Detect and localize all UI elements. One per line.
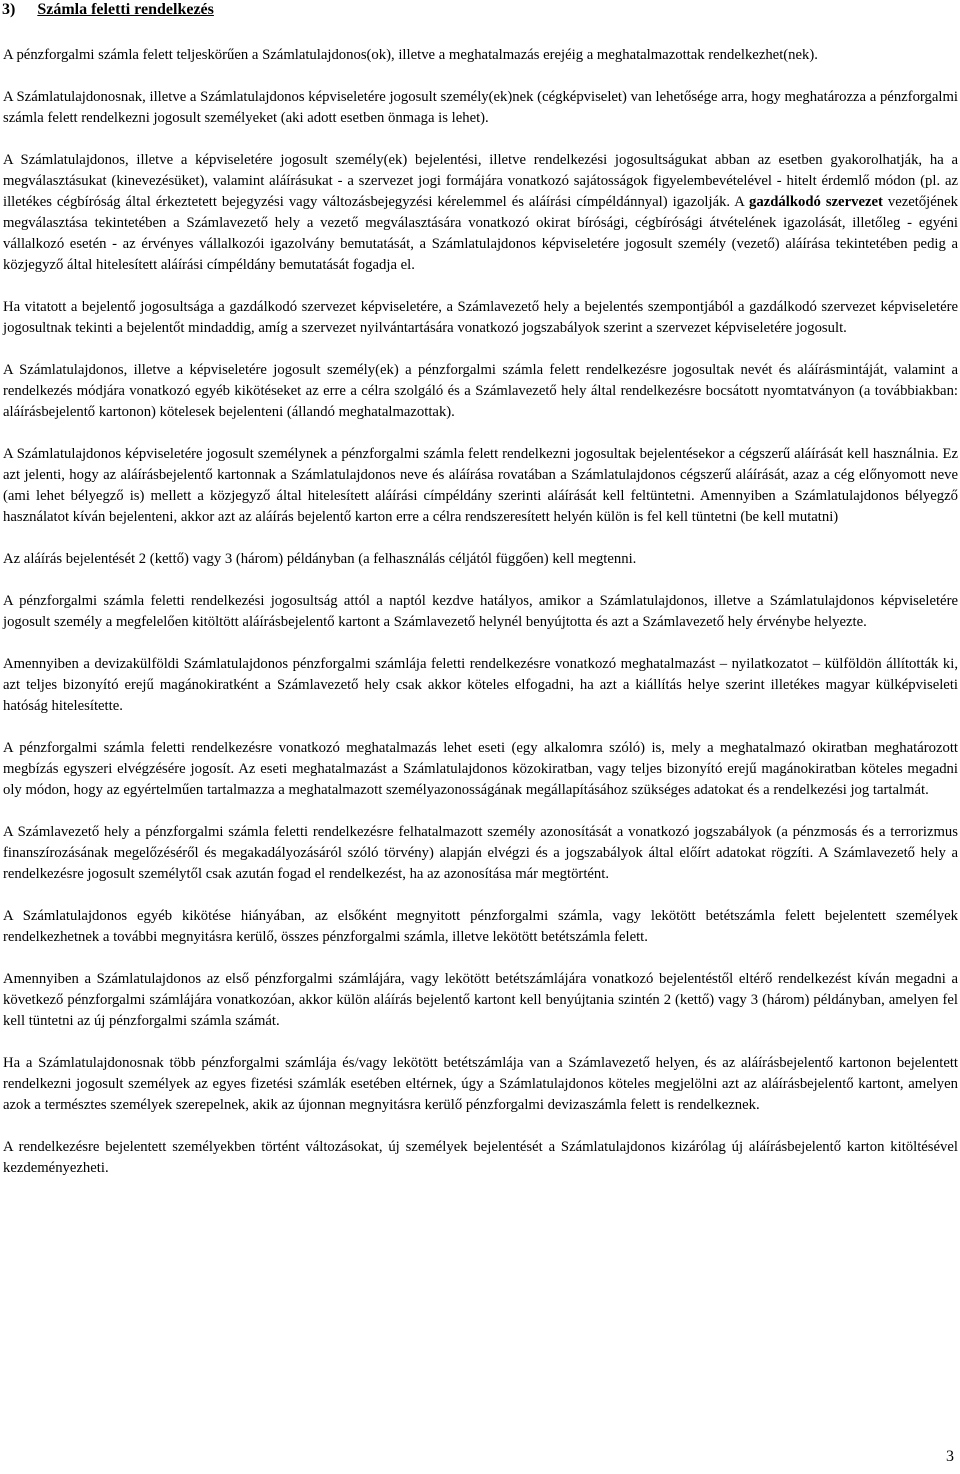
paragraph-6: A Számlatulajdonos képviseletére jogosult személynek a pénzforgalmi számla felett rendelkezni jogosultak bejelentésekor a cégszerű aláírását kell használnia. Ez azt jelenti, hogy az aláírásbejelentő kartonnak a Számlatulajdonos neve és aláírása rovatában a Számlatulajdonos cégszerű aláírását, azaz a cég előnyomott neve (ami lehet bélyegző is) mellett a közjegyző által hitelesített aláírási címpéldány szerinti aláírását kell feltüntetni. Amennyiben a Számlatulajdonos bélyegző használatot kíván bejelenteni, akkor azt az aláírás bejelentő karton erre a célra rendszeresített helyén külön is fel kell tüntetni (be kell mutatni) <box>3 446 958 525</box>
section-heading <box>2 0 214 20</box>
paragraph-3-text-b: vezetőjének megválasztása tekintetében a Számlavezető hely a vezető megválasztására vonatkozó okirat bírósági, cégbírósági átvételének igazolását, illetőleg - egyéni vállalkozó esetén - az érvényes vállalkozói igazolvány bemutatását, a Számlatulajdonos képviseletére jogosult személy (vezető) aláírása tekintetében pedig a közjegyző által hitelesített aláírási címpéldány bemutatását fogadja el. <box>3 194 958 273</box>
section-number: 3) <box>2 1 16 18</box>
paragraph-7: Az aláírás bejelentését 2 (kettő) vagy 3 (három) példányban (a felhasználás céljától függően) kell megtenni. <box>3 551 637 567</box>
paragraph-5: A Számlatulajdonos, illetve a képviseletére jogosult személy(ek) a pénzforgalmi számla felett rendelkezésre jogosultak nevét és aláírásmintáját, valamint a rendelkezés módjára vonatkozó egyéb kikötéseket az erre a célra szolgáló és a Számlavezető hely által rendelkezésre bocsátott nyomtatványon (a továbbiakban: aláírásbejelentő kartonon) kötelesek bejelenteni (állandó meghatalmazottak). <box>3 362 958 420</box>
paragraph-3-bold: gazdálkodó szervezet <box>749 194 883 210</box>
page-number: 3 <box>946 1448 954 1465</box>
paragraph-3-text-a: A Számlatulajdonos, illetve a képviseletére jogosult személy(ek) bejelentési, illetve rendelkezési jogosultságukat abban az esetben gyakorolhatják, ha a megválasztásukat (kinevezésüket), valamint aláírásukat - a szervezet jogi formájára vonatkozó sajátosságok figyelembevételével - hitelt érdemlő módon (pl. az illetékes cégbíróság által érkeztetett bejegyzési vagy változásbejegyzési kérelemmel és aláírási címpéldánnyal) igazolják. A <box>3 152 958 210</box>
paragraph-13: Amennyiben a Számlatulajdonos az első pénzforgalmi számlájára, vagy lekötött betétszámlájára vonatkozó bejelentéstől eltérő rendelkezést kíván megadni a következő pénzforgalmi számlájára vonatkozóan, akkor külön aláírás bejelentő kartont kell benyújtania szintén 2 (kettő) vagy 3 (három) példányban, amelyen fel kell tüntetni az új pénzforgalmi számla számát. <box>3 971 958 1029</box>
paragraph-1: A pénzforgalmi számla felett teljeskörűen a Számlatulajdonos(ok), illetve a meghatalmazás erejéig a meghatalmazottak rendelkezhet(nek). <box>3 47 818 63</box>
paragraph-3 <box>3 150 958 276</box>
paragraph-15: A rendelkezésre bejelentett személyekben történt változásokat, új személyek bejelentését a Számlatulajdonos kizárólag új aláírásbejelentő karton kitöltésével kezdeményezheti. <box>3 1139 958 1176</box>
paragraph-2: A Számlatulajdonosnak, illetve a Számlatulajdonos képviseletére jogosult személy(ek)nek (cégképviselet) van lehetősége arra, hogy meghatározza a pénzforgalmi számla felett rendelkezni jogosult személyeket (aki adott esetben önmaga is lehet). <box>3 89 958 126</box>
paragraph-14: Ha a Számlatulajdonosnak több pénzforgalmi számlája és/vagy lekötött betétszámlája van a Számlavezető helyen, és az aláírásbejelentő kartonon bejelentett rendelkezni jogosult személyek az egyes fizetési számlák esetében eltérnek, úgy a Számlatulajdonos köteles megjelölni azt az aláírásbejelentő kartont, amelyen azok a természtes személyek szerepelnek, akik az újonnan megnyitásra kerülő pénzforgalmi devizaszámla felett is rendelkeznek. <box>3 1055 958 1113</box>
paragraph-10: A pénzforgalmi számla feletti rendelkezésre vonatkozó meghatalmazás lehet eseti (egy alkalomra szóló) is, mely a meghatalmazó okiratban meghatározott megbízás egyszeri elvégzésére jogosít. Az eseti meghatalmazást a Számlatulajdonos közokiratban, vagy teljes bizonyító erejű magánokiratban köteles megadni oly módon, hogy az egyértelműen tartalmazza a meghatalmazott személyazonosságának megállapításához szükséges adatokat és a rendelkezési jog tartalmát. <box>3 740 958 798</box>
paragraph-11: A Számlavezető hely a pénzforgalmi számla feletti rendelkezésre felhatalmazott személy azonosítását a vonatkozó jogszabályok (a pénzmosás és a terrorizmus finanszírozásának megelőzéséről és megakadályozásáról szóló törvény) alapján elvégzi és a jogszabályok által előírt adatokat rögzíti. A Számlavezető hely a rendelkezésre jogosult személytől csak azután fogad el rendelkezést, ha az azonosítása már megtörtént. <box>3 824 958 882</box>
paragraph-4: Ha vitatott a bejelentő jogosultsága a gazdálkodó szervezet képviseletére, a Számlavezető hely a bejelentés szempontjából a gazdálkodó szervezet képviseletére jogosultnak tekinti a bejelentőt mindaddig, amíg a szervezet nyilvántartására vonatkozó jogszabályok szerint a szervezet képviseletére jogosult. <box>3 299 958 336</box>
paragraph-9: Amennyiben a devizakülföldi Számlatulajdonos pénzforgalmi számlája feletti rendelkezésre vonatkozó meghatalmazást – nyilatkozatot – külföldön állították ki, azt teljes bizonyító erejű magánokiratként a Számlavezető hely csak akkor köteles elfogadni, ha azt a kiállítás helye szerint illetékes magyar külképviseleti hatóság hitelesítette. <box>3 656 958 714</box>
paragraph-12: A Számlatulajdonos egyéb kikötése hiányában, az elsőként megnyitott pénzforgalmi számla, vagy lekötött betétszámla felett bejelentett személyek rendelkezhetnek a további megnyitásra kerülő, összes pénzforgalmi számla, illetve lekötött betétszámla felett. <box>3 908 958 945</box>
paragraph-8: A pénzforgalmi számla feletti rendelkezési jogosultság attól a naptól kezdve hatályos, amikor a Számlatulajdonos, illetve a Számlatulajdonos képviseletére jogosult személy a megfelelően kitöltött aláírásbejelentő kartont a Számlavezető helynél benyújtotta és azt a Számlavezető hely érvénybe helyezte. <box>3 593 958 630</box>
section-title: Számla feletti rendelkezés <box>37 1 214 18</box>
